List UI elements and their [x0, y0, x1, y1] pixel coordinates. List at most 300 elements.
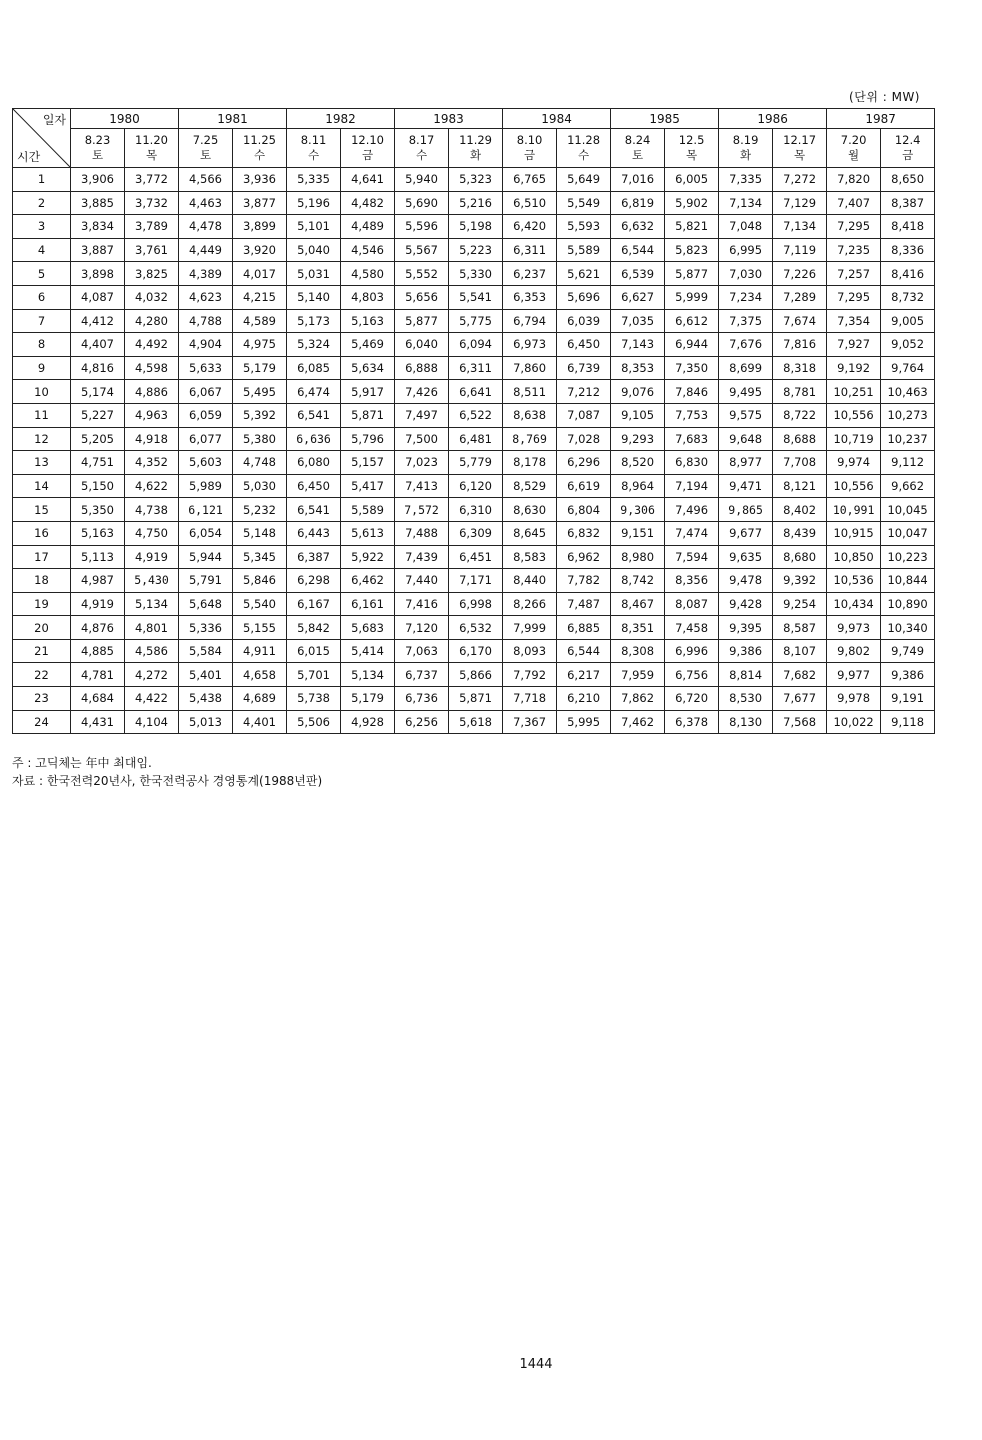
date-header	[827, 129, 881, 168]
value-cell: 5,205	[71, 427, 125, 451]
value-cell: 5,174	[71, 380, 125, 404]
value-cell: 5,173	[287, 309, 341, 333]
weekday-label: 목	[145, 148, 158, 162]
table-row	[13, 474, 935, 498]
value-cell: 9,395	[719, 616, 773, 640]
value-cell: 8,107	[773, 639, 827, 663]
value-cell: 6,756	[665, 663, 719, 687]
hour-cell: 24	[13, 710, 71, 734]
value-cell: 10,463	[881, 380, 935, 404]
value-cell: 4,911	[233, 639, 287, 663]
value-cell: 9,677	[719, 521, 773, 545]
value-cell: 5,495	[233, 380, 287, 404]
hour-cell: 11	[13, 403, 71, 427]
value-cell: 5,618	[449, 710, 503, 734]
hour-cell: 1	[13, 168, 71, 192]
value-cell: 8,087	[665, 592, 719, 616]
value-cell: 6,039	[557, 309, 611, 333]
value-cell: 5,438	[179, 687, 233, 711]
value-cell: 6,462	[341, 569, 395, 593]
date-label: 11.25	[243, 133, 276, 147]
value-cell: 5,902	[665, 191, 719, 215]
value-cell: 5,179	[233, 356, 287, 380]
hour-cell: 10	[13, 380, 71, 404]
value-cell: 5,877	[395, 309, 449, 333]
value-cell: 10,556	[827, 403, 881, 427]
value-cell: 5,157	[341, 451, 395, 475]
table-row	[13, 663, 935, 687]
value-cell: 4,492	[125, 333, 179, 357]
value-cell: 5,683	[341, 616, 395, 640]
value-cell: 9,192	[827, 356, 881, 380]
value-cell: 4,689	[233, 687, 287, 711]
value-cell: 5,567	[395, 238, 449, 262]
note-text: 주 : 고딕체는 年中 최대임.	[12, 756, 152, 770]
value-cell: 8,356	[665, 569, 719, 593]
value-cell: 4,750	[125, 521, 179, 545]
value-cell: 9,386	[719, 639, 773, 663]
value-cell: 5,603	[179, 451, 233, 475]
table-row	[13, 168, 935, 192]
value-cell: 6,311	[503, 238, 557, 262]
value-cell: 6,995	[719, 238, 773, 262]
value-cell: 6,510	[503, 191, 557, 215]
value-cell: 6,888	[395, 356, 449, 380]
value-cell: 4,886	[125, 380, 179, 404]
value-cell: 5,593	[557, 215, 611, 239]
hour-cell: 9	[13, 356, 71, 380]
value-cell: 4,280	[125, 309, 179, 333]
value-cell: 8,530	[719, 687, 773, 711]
value-cell: 5,940	[395, 168, 449, 192]
date-label: 12.5	[678, 133, 705, 147]
value-cell: 6,210	[557, 687, 611, 711]
table-row	[13, 545, 935, 569]
value-cell: 9,662	[881, 474, 935, 498]
value-cell: 10,045	[881, 498, 935, 522]
value-cell: 5,150	[71, 474, 125, 498]
value-cell: 7,087	[557, 403, 611, 427]
value-cell: 9,978	[827, 687, 881, 711]
value-cell: 9,973	[827, 616, 881, 640]
value-cell: 4,684	[71, 687, 125, 711]
value-cell: 3,936	[233, 168, 287, 192]
value-cell: 8,630	[503, 498, 557, 522]
date-header	[341, 129, 395, 168]
value-cell: 9,635	[719, 545, 773, 569]
value-cell: 8,308	[611, 639, 665, 663]
table-row	[13, 238, 935, 262]
value-cell: 7,674	[773, 309, 827, 333]
value-cell: 4,104	[125, 710, 179, 734]
value-cell: 5,701	[287, 663, 341, 687]
value-cell: 6,641	[449, 380, 503, 404]
date-label: 8.17	[408, 133, 435, 147]
value-cell: 4,919	[125, 545, 179, 569]
value-cell: 5,613	[341, 521, 395, 545]
value-cell: 7,474	[665, 521, 719, 545]
value-cell: 7,030	[719, 262, 773, 286]
value-cell: 9,749	[881, 639, 935, 663]
value-cell: 7,194	[665, 474, 719, 498]
value-cell: 4,489	[341, 215, 395, 239]
value-cell: 6,541	[287, 498, 341, 522]
value-cell: 4,478	[179, 215, 233, 239]
value-cell: 7,028	[557, 427, 611, 451]
value-cell: 5,871	[449, 687, 503, 711]
value-cell: 8,336	[881, 238, 935, 262]
weekday-label: 수	[578, 148, 590, 162]
table-row	[13, 451, 935, 475]
value-cell: 8,699	[719, 356, 773, 380]
value-cell: 5,380	[233, 427, 287, 451]
value-cell: 7,226	[773, 262, 827, 286]
value-cell: 6,161	[341, 592, 395, 616]
value-cell: 7,143	[611, 333, 665, 357]
value-cell: 5,401	[179, 663, 233, 687]
table-row	[13, 569, 935, 593]
value-cell: 6,794	[503, 309, 557, 333]
annual-max-cell: 10,991	[827, 498, 881, 522]
value-cell: 4,788	[179, 309, 233, 333]
value-cell: 4,738	[125, 498, 179, 522]
value-cell: 7,959	[611, 663, 665, 687]
value-cell: 7,234	[719, 285, 773, 309]
date-header	[503, 129, 557, 168]
year-header: 1981	[179, 109, 287, 129]
table-row	[13, 427, 935, 451]
value-cell: 5,030	[233, 474, 287, 498]
value-cell: 7,496	[665, 498, 719, 522]
value-cell: 5,227	[71, 403, 125, 427]
value-cell: 7,860	[503, 356, 557, 380]
table-body	[13, 168, 935, 734]
value-cell: 4,215	[233, 285, 287, 309]
year-header: 1985	[611, 109, 719, 129]
footnotes	[12, 754, 322, 790]
value-cell: 8,130	[719, 710, 773, 734]
value-cell: 5,163	[341, 309, 395, 333]
value-cell: 5,656	[395, 285, 449, 309]
value-cell: 5,633	[179, 356, 233, 380]
value-cell: 6,005	[665, 168, 719, 192]
value-cell: 6,450	[287, 474, 341, 498]
value-cell: 4,748	[233, 451, 287, 475]
value-cell: 7,063	[395, 639, 449, 663]
value-cell: 5,417	[341, 474, 395, 498]
table-row	[13, 616, 935, 640]
value-cell: 8,980	[611, 545, 665, 569]
value-cell: 5,775	[449, 309, 503, 333]
value-cell: 3,920	[233, 238, 287, 262]
value-cell: 9,478	[719, 569, 773, 593]
value-cell: 5,223	[449, 238, 503, 262]
value-cell: 9,105	[611, 403, 665, 427]
value-cell: 7,677	[773, 687, 827, 711]
date-label: 8.23	[84, 133, 111, 147]
value-cell: 4,919	[71, 592, 125, 616]
value-cell: 4,546	[341, 238, 395, 262]
weekday-label: 수	[307, 148, 320, 162]
value-cell: 6,120	[449, 474, 503, 498]
value-cell: 6,059	[179, 403, 233, 427]
date-header	[719, 129, 773, 168]
value-cell: 6,310	[449, 498, 503, 522]
value-cell: 4,087	[71, 285, 125, 309]
value-cell: 8,402	[773, 498, 827, 522]
value-cell: 7,120	[395, 616, 449, 640]
value-cell: 4,586	[125, 639, 179, 663]
value-cell: 4,449	[179, 238, 233, 262]
value-cell: 4,272	[125, 663, 179, 687]
value-cell: 5,140	[287, 285, 341, 309]
value-cell: 5,738	[287, 687, 341, 711]
value-cell: 7,129	[773, 191, 827, 215]
value-cell: 5,155	[233, 616, 287, 640]
value-cell: 9,575	[719, 403, 773, 427]
value-cell: 7,594	[665, 545, 719, 569]
table-row	[13, 356, 935, 380]
value-cell: 8,418	[881, 215, 935, 239]
value-cell: 7,426	[395, 380, 449, 404]
power-demand-table	[12, 108, 935, 734]
value-cell: 9,151	[611, 521, 665, 545]
value-cell: 9,392	[773, 569, 827, 593]
value-cell: 4,463	[179, 191, 233, 215]
value-cell: 9,005	[881, 309, 935, 333]
value-cell: 4,589	[233, 309, 287, 333]
value-cell: 7,335	[719, 168, 773, 192]
value-cell: 4,876	[71, 616, 125, 640]
value-cell: 4,422	[125, 687, 179, 711]
year-header: 1987	[827, 109, 935, 129]
value-cell: 10,556	[827, 474, 881, 498]
weekday-label: 목	[686, 148, 698, 162]
value-cell: 5,506	[287, 710, 341, 734]
value-cell: 6,522	[449, 403, 503, 427]
value-cell: 7,375	[719, 309, 773, 333]
value-cell: 6,532	[449, 616, 503, 640]
hour-cell: 13	[13, 451, 71, 475]
value-cell: 9,076	[611, 380, 665, 404]
value-cell: 6,541	[287, 403, 341, 427]
value-cell: 10,237	[881, 427, 935, 451]
value-cell: 4,885	[71, 639, 125, 663]
value-cell: 6,217	[557, 663, 611, 687]
value-cell: 6,627	[611, 285, 665, 309]
value-cell: 8,511	[503, 380, 557, 404]
value-cell: 4,975	[233, 333, 287, 357]
value-cell: 5,866	[449, 663, 503, 687]
date-label: 8.10	[516, 133, 543, 147]
table-header	[13, 109, 935, 168]
value-cell: 7,171	[449, 569, 503, 593]
value-cell: 8,266	[503, 592, 557, 616]
value-cell: 6,765	[503, 168, 557, 192]
value-cell: 5,101	[287, 215, 341, 239]
value-cell: 7,350	[665, 356, 719, 380]
table-row	[13, 639, 935, 663]
value-cell: 5,345	[233, 545, 287, 569]
value-cell: 8,638	[503, 403, 557, 427]
value-cell: 5,232	[233, 498, 287, 522]
value-cell: 3,898	[71, 262, 125, 286]
value-cell: 7,488	[395, 521, 449, 545]
value-cell: 5,922	[341, 545, 395, 569]
value-cell: 3,887	[71, 238, 125, 262]
value-cell: 5,779	[449, 451, 503, 475]
year-header-row	[13, 109, 935, 129]
table-row	[13, 403, 935, 427]
value-cell: 8,416	[881, 262, 935, 286]
value-cell: 6,378	[665, 710, 719, 734]
value-cell: 5,791	[179, 569, 233, 593]
value-cell: 6,612	[665, 309, 719, 333]
value-cell: 8,093	[503, 639, 557, 663]
value-cell: 6,619	[557, 474, 611, 498]
year-header: 1982	[287, 109, 395, 129]
hour-cell: 2	[13, 191, 71, 215]
value-cell: 8,781	[773, 380, 827, 404]
value-cell: 7,487	[557, 592, 611, 616]
value-cell: 7,999	[503, 616, 557, 640]
hour-cell: 15	[13, 498, 71, 522]
value-cell: 6,256	[395, 710, 449, 734]
value-cell: 8,977	[719, 451, 773, 475]
value-cell: 5,336	[179, 616, 233, 640]
value-cell: 9,764	[881, 356, 935, 380]
value-cell: 6,353	[503, 285, 557, 309]
annual-max-cell: 6,636	[287, 427, 341, 451]
value-cell: 4,801	[125, 616, 179, 640]
value-cell: 10,223	[881, 545, 935, 569]
value-cell: 8,121	[773, 474, 827, 498]
value-cell: 5,621	[557, 262, 611, 286]
value-cell: 6,632	[611, 215, 665, 239]
value-cell: 10,844	[881, 569, 935, 593]
hour-cell: 5	[13, 262, 71, 286]
value-cell: 5,917	[341, 380, 395, 404]
value-cell: 5,696	[557, 285, 611, 309]
value-cell: 8,440	[503, 569, 557, 593]
value-cell: 7,782	[557, 569, 611, 593]
value-cell: 9,118	[881, 710, 935, 734]
value-cell: 5,179	[341, 687, 395, 711]
table-row	[13, 285, 935, 309]
value-cell: 7,683	[665, 427, 719, 451]
weekday-label: 금	[902, 148, 914, 162]
annual-max-cell: 8,769	[503, 427, 557, 451]
value-cell: 7,413	[395, 474, 449, 498]
value-cell: 3,772	[125, 168, 179, 192]
year-header: 1983	[395, 109, 503, 129]
value-cell: 5,330	[449, 262, 503, 286]
value-cell: 6,832	[557, 521, 611, 545]
value-cell: 7,257	[827, 262, 881, 286]
hour-cell: 7	[13, 309, 71, 333]
value-cell: 8,732	[881, 285, 935, 309]
value-cell: 6,450	[557, 333, 611, 357]
value-cell: 4,017	[233, 262, 287, 286]
value-cell: 3,761	[125, 238, 179, 262]
value-cell: 3,877	[233, 191, 287, 215]
value-cell: 4,658	[233, 663, 287, 687]
value-cell: 7,134	[719, 191, 773, 215]
value-cell: 6,996	[665, 639, 719, 663]
year-header: 1980	[71, 109, 179, 129]
table-row	[13, 498, 935, 522]
value-cell: 5,198	[449, 215, 503, 239]
value-cell: 10,434	[827, 592, 881, 616]
value-cell: 7,212	[557, 380, 611, 404]
value-cell: 8,742	[611, 569, 665, 593]
date-header	[665, 129, 719, 168]
value-cell: 6,054	[179, 521, 233, 545]
value-cell: 7,846	[665, 380, 719, 404]
value-cell: 7,016	[611, 168, 665, 192]
value-cell: 5,540	[233, 592, 287, 616]
value-cell: 7,862	[611, 687, 665, 711]
value-cell: 6,077	[179, 427, 233, 451]
value-cell: 4,032	[125, 285, 179, 309]
value-cell: 6,296	[557, 451, 611, 475]
value-cell: 7,035	[611, 309, 665, 333]
value-cell: 8,814	[719, 663, 773, 687]
value-cell: 9,648	[719, 427, 773, 451]
value-cell: 5,414	[341, 639, 395, 663]
hour-cell: 4	[13, 238, 71, 262]
value-cell: 8,318	[773, 356, 827, 380]
date-header	[773, 129, 827, 168]
table-row	[13, 592, 935, 616]
hour-cell: 23	[13, 687, 71, 711]
value-cell: 9,428	[719, 592, 773, 616]
value-cell: 9,977	[827, 663, 881, 687]
value-cell: 3,732	[125, 191, 179, 215]
hour-cell: 3	[13, 215, 71, 239]
value-cell: 6,819	[611, 191, 665, 215]
value-cell: 7,820	[827, 168, 881, 192]
weekday-label: 금	[524, 148, 536, 162]
value-cell: 5,690	[395, 191, 449, 215]
value-cell: 5,634	[341, 356, 395, 380]
value-cell: 7,235	[827, 238, 881, 262]
value-cell: 5,584	[179, 639, 233, 663]
hour-cell: 16	[13, 521, 71, 545]
corner-date-label: 일자	[42, 113, 66, 127]
value-cell: 7,458	[665, 616, 719, 640]
date-header	[233, 129, 287, 168]
value-cell: 5,350	[71, 498, 125, 522]
value-cell: 6,973	[503, 333, 557, 357]
value-cell: 5,989	[179, 474, 233, 498]
value-cell: 9,254	[773, 592, 827, 616]
value-cell: 5,796	[341, 427, 395, 451]
value-cell: 6,474	[287, 380, 341, 404]
date-header	[557, 129, 611, 168]
date-header	[71, 129, 125, 168]
value-cell: 6,167	[287, 592, 341, 616]
value-cell: 7,676	[719, 333, 773, 357]
table-row	[13, 710, 935, 734]
value-cell: 6,544	[611, 238, 665, 262]
value-cell: 8,351	[611, 616, 665, 640]
date-header	[125, 129, 179, 168]
value-cell: 7,816	[773, 333, 827, 357]
value-cell: 9,495	[719, 380, 773, 404]
value-cell: 6,885	[557, 616, 611, 640]
value-cell: 8,583	[503, 545, 557, 569]
